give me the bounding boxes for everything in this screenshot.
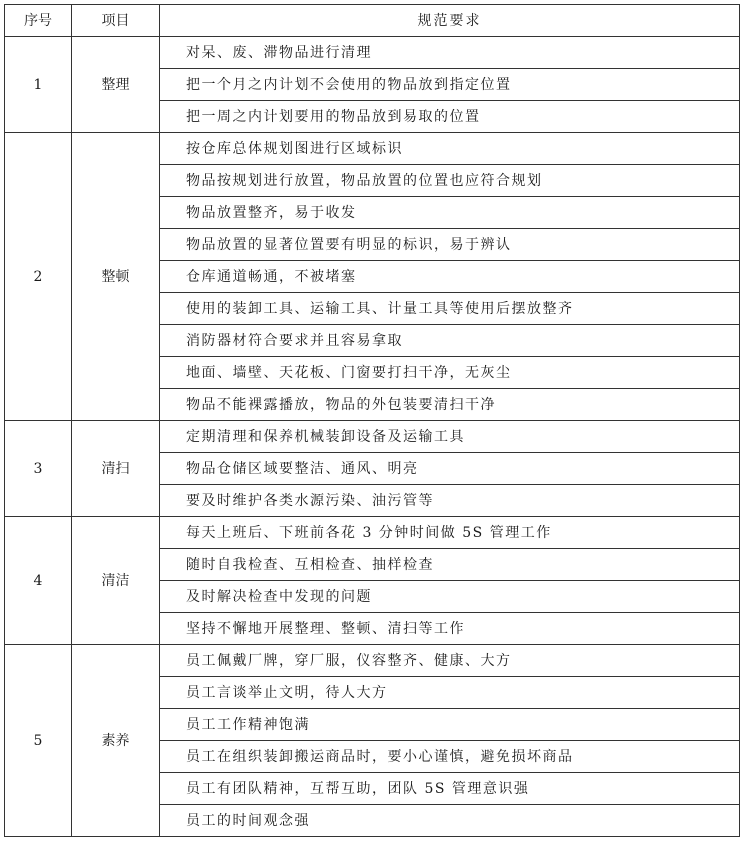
serial-number-cell: 2 xyxy=(5,133,72,421)
requirement-cell: 员工在组织装卸搬运商品时，要小心谨慎，避免损坏商品 xyxy=(160,741,740,773)
requirement-cell: 员工言谈举止文明，待人大方 xyxy=(160,677,740,709)
requirement-cell: 把一个月之内计划不会使用的物品放到指定位置 xyxy=(160,69,740,101)
requirement-cell: 每天上班后、下班前各花 3 分钟时间做 5S 管理工作 xyxy=(160,517,740,549)
requirement-cell: 物品不能裸露播放，物品的外包装要清扫干净 xyxy=(160,389,740,421)
requirement-cell: 要及时维护各类水源污染、油污管等 xyxy=(160,485,740,517)
requirement-cell: 消防器材符合要求并且容易拿取 xyxy=(160,325,740,357)
header-serial-number: 序号 xyxy=(5,5,72,37)
table-row xyxy=(5,133,740,165)
requirement-cell: 物品放置的显著位置要有明显的标识，易于辨认 xyxy=(160,229,740,261)
requirement-cell: 随时自我检查、互相检查、抽样检查 xyxy=(160,549,740,581)
table-row xyxy=(5,37,740,69)
serial-number-cell: 1 xyxy=(5,37,72,133)
table-row xyxy=(5,645,740,677)
header-item: 项目 xyxy=(72,5,160,37)
serial-number-cell: 3 xyxy=(5,421,72,517)
requirement-cell: 把一周之内计划要用的物品放到易取的位置 xyxy=(160,101,740,133)
item-cell: 整顿 xyxy=(72,133,160,421)
table-body xyxy=(5,37,740,837)
requirement-cell: 物品放置整齐，易于收发 xyxy=(160,197,740,229)
requirement-cell: 物品仓储区域要整洁、通风、明亮 xyxy=(160,453,740,485)
requirement-cell: 员工有团队精神，互帮互助，团队 5S 管理意识强 xyxy=(160,773,740,805)
header-row xyxy=(5,5,740,37)
requirement-cell: 坚持不懈地开展整理、整顿、清扫等工作 xyxy=(160,613,740,645)
header-requirements: 规范要求 xyxy=(160,5,740,37)
requirement-cell: 及时解决检查中发现的问题 xyxy=(160,581,740,613)
requirement-cell: 员工工作精神饱满 xyxy=(160,709,740,741)
requirement-cell: 仓库通道畅通，不被堵塞 xyxy=(160,261,740,293)
requirement-cell: 定期清理和保养机械装卸设备及运输工具 xyxy=(160,421,740,453)
item-cell: 素养 xyxy=(72,645,160,837)
requirement-cell: 地面、墙壁、天花板、门窗要打扫干净，无灰尘 xyxy=(160,357,740,389)
requirement-cell: 物品按规划进行放置，物品放置的位置也应符合规划 xyxy=(160,165,740,197)
serial-number-cell: 4 xyxy=(5,517,72,645)
requirement-cell: 员工的时间观念强 xyxy=(160,805,740,837)
item-cell: 清扫 xyxy=(72,421,160,517)
requirement-cell: 按仓库总体规划图进行区域标识 xyxy=(160,133,740,165)
requirement-cell: 使用的装卸工具、运输工具、计量工具等使用后摆放整齐 xyxy=(160,293,740,325)
serial-number-cell: 5 xyxy=(5,645,72,837)
requirement-cell: 员工佩戴厂牌，穿厂服，仪容整齐、健康、大方 xyxy=(160,645,740,677)
table-row xyxy=(5,517,740,549)
item-cell: 整理 xyxy=(72,37,160,133)
table-row xyxy=(5,421,740,453)
5s-standards-table xyxy=(4,4,740,837)
requirement-cell: 对呆、废、滞物品进行清理 xyxy=(160,37,740,69)
item-cell: 清洁 xyxy=(72,517,160,645)
